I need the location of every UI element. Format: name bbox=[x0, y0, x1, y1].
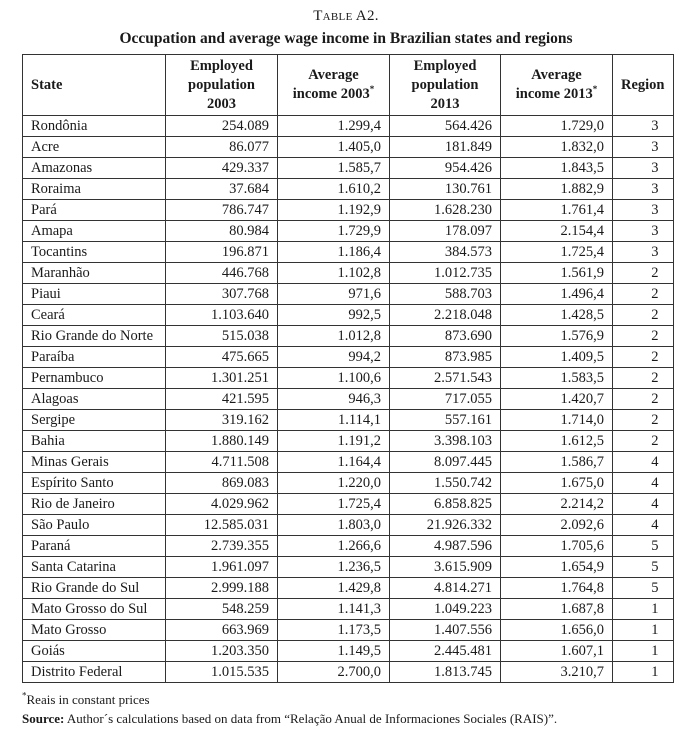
cell-state: Acre bbox=[23, 137, 166, 158]
cell-employed-2003: 1.880.149 bbox=[166, 431, 278, 452]
cell-state: Alagoas bbox=[23, 389, 166, 410]
cell-income-2013: 1.561,9 bbox=[501, 263, 613, 284]
cell-region: 4 bbox=[613, 494, 674, 515]
cell-region: 1 bbox=[613, 641, 674, 662]
source-text: Author´s calculations based on data from “Relação Anual de Informaciones Sociales (RAIS)”. bbox=[64, 711, 558, 726]
cell-employed-2013: 2.218.048 bbox=[390, 305, 501, 326]
cell-income-2003: 1.192,9 bbox=[278, 200, 390, 221]
cell-income-2013: 1.687,8 bbox=[501, 599, 613, 620]
cell-region: 3 bbox=[613, 137, 674, 158]
cell-income-2013: 1.725,4 bbox=[501, 242, 613, 263]
cell-region: 2 bbox=[613, 431, 674, 452]
cell-employed-2003: 548.259 bbox=[166, 599, 278, 620]
data-table bbox=[22, 54, 674, 683]
cell-employed-2003: 1.103.640 bbox=[166, 305, 278, 326]
cell-state: Rio Grande do Norte bbox=[23, 326, 166, 347]
cell-income-2013: 1.420,7 bbox=[501, 389, 613, 410]
cell-employed-2013: 2.445.481 bbox=[390, 641, 501, 662]
table-row bbox=[23, 347, 674, 368]
cell-income-2003: 1.173,5 bbox=[278, 620, 390, 641]
cell-employed-2013: 564.426 bbox=[390, 116, 501, 137]
table-row bbox=[23, 389, 674, 410]
cell-state: São Paulo bbox=[23, 515, 166, 536]
cell-region: 4 bbox=[613, 452, 674, 473]
cell-employed-2013: 130.761 bbox=[390, 179, 501, 200]
table-row bbox=[23, 557, 674, 578]
cell-income-2003: 994,2 bbox=[278, 347, 390, 368]
cell-region: 3 bbox=[613, 242, 674, 263]
cell-region: 2 bbox=[613, 305, 674, 326]
cell-employed-2003: 1.961.097 bbox=[166, 557, 278, 578]
cell-employed-2013: 873.690 bbox=[390, 326, 501, 347]
footnote-text: Reais in constant prices bbox=[26, 692, 150, 707]
table-body bbox=[23, 116, 674, 683]
table-row bbox=[23, 452, 674, 473]
cell-state: Paraná bbox=[23, 536, 166, 557]
footnote-marker: * bbox=[22, 690, 27, 701]
cell-employed-2013: 588.703 bbox=[390, 284, 501, 305]
table-row bbox=[23, 620, 674, 641]
source-note bbox=[22, 709, 557, 728]
cell-income-2013: 1.714,0 bbox=[501, 410, 613, 431]
table-row bbox=[23, 473, 674, 494]
cell-employed-2003: 869.083 bbox=[166, 473, 278, 494]
table-row bbox=[23, 578, 674, 599]
cell-region: 2 bbox=[613, 263, 674, 284]
cell-employed-2003: 319.162 bbox=[166, 410, 278, 431]
table-row bbox=[23, 410, 674, 431]
cell-employed-2003: 12.585.031 bbox=[166, 515, 278, 536]
cell-employed-2013: 2.571.543 bbox=[390, 368, 501, 389]
cell-employed-2003: 1.301.251 bbox=[166, 368, 278, 389]
footnote-marker: * bbox=[369, 84, 375, 95]
cell-income-2013: 1.607,1 bbox=[501, 641, 613, 662]
cell-income-2013: 1.428,5 bbox=[501, 305, 613, 326]
cell-income-2013: 1.576,9 bbox=[501, 326, 613, 347]
cell-employed-2003: 2.999.188 bbox=[166, 578, 278, 599]
cell-state: Piaui bbox=[23, 284, 166, 305]
cell-employed-2003: 80.984 bbox=[166, 221, 278, 242]
cell-income-2013: 1.675,0 bbox=[501, 473, 613, 494]
cell-region: 3 bbox=[613, 221, 674, 242]
cell-employed-2013: 717.055 bbox=[390, 389, 501, 410]
table-row bbox=[23, 158, 674, 179]
table-row bbox=[23, 641, 674, 662]
cell-employed-2003: 4.029.962 bbox=[166, 494, 278, 515]
cell-employed-2013: 384.573 bbox=[390, 242, 501, 263]
cell-income-2003: 1.405,0 bbox=[278, 137, 390, 158]
header-state: State bbox=[23, 55, 166, 116]
cell-income-2013: 1.654,9 bbox=[501, 557, 613, 578]
cell-employed-2013: 1.049.223 bbox=[390, 599, 501, 620]
cell-employed-2013: 6.858.825 bbox=[390, 494, 501, 515]
cell-income-2013: 1.496,4 bbox=[501, 284, 613, 305]
cell-income-2013: 1.705,6 bbox=[501, 536, 613, 557]
table-row bbox=[23, 515, 674, 536]
cell-employed-2003: 663.969 bbox=[166, 620, 278, 641]
table-row bbox=[23, 263, 674, 284]
cell-employed-2013: 873.985 bbox=[390, 347, 501, 368]
cell-income-2013: 1.882,9 bbox=[501, 179, 613, 200]
cell-employed-2013: 557.161 bbox=[390, 410, 501, 431]
cell-employed-2013: 21.926.332 bbox=[390, 515, 501, 536]
cell-region: 5 bbox=[613, 578, 674, 599]
cell-employed-2003: 515.038 bbox=[166, 326, 278, 347]
table-caption: Occupation and average wage income in Brazilian states and regions bbox=[119, 30, 573, 47]
cell-region: 2 bbox=[613, 326, 674, 347]
cell-income-2013: 1.832,0 bbox=[501, 137, 613, 158]
cell-income-2003: 1.164,4 bbox=[278, 452, 390, 473]
cell-income-2013: 3.210,7 bbox=[501, 662, 613, 683]
cell-region: 3 bbox=[613, 200, 674, 221]
table-row bbox=[23, 305, 674, 326]
cell-region: 2 bbox=[613, 284, 674, 305]
table-row bbox=[23, 431, 674, 452]
table-row bbox=[23, 242, 674, 263]
cell-income-2003: 1.236,5 bbox=[278, 557, 390, 578]
cell-employed-2003: 446.768 bbox=[166, 263, 278, 284]
cell-income-2013: 1.409,5 bbox=[501, 347, 613, 368]
cell-state: Amapa bbox=[23, 221, 166, 242]
cell-employed-2003: 1.203.350 bbox=[166, 641, 278, 662]
cell-employed-2003: 196.871 bbox=[166, 242, 278, 263]
cell-state: Distrito Federal bbox=[23, 662, 166, 683]
cell-income-2003: 1.725,4 bbox=[278, 494, 390, 515]
table-row bbox=[23, 116, 674, 137]
cell-income-2013: 2.092,6 bbox=[501, 515, 613, 536]
source-label: Source: bbox=[22, 711, 65, 726]
cell-state: Mato Grosso do Sul bbox=[23, 599, 166, 620]
table-row bbox=[23, 137, 674, 158]
table-row bbox=[23, 662, 674, 683]
cell-region: 2 bbox=[613, 368, 674, 389]
cell-region: 3 bbox=[613, 116, 674, 137]
cell-state: Roraima bbox=[23, 179, 166, 200]
cell-employed-2013: 1.550.742 bbox=[390, 473, 501, 494]
cell-region: 2 bbox=[613, 389, 674, 410]
cell-region: 4 bbox=[613, 515, 674, 536]
cell-employed-2013: 1.012.735 bbox=[390, 263, 501, 284]
cell-income-2003: 1.100,6 bbox=[278, 368, 390, 389]
cell-region: 4 bbox=[613, 473, 674, 494]
cell-employed-2003: 2.739.355 bbox=[166, 536, 278, 557]
cell-region: 2 bbox=[613, 347, 674, 368]
cell-state: Pernambuco bbox=[23, 368, 166, 389]
cell-employed-2003: 475.665 bbox=[166, 347, 278, 368]
cell-employed-2013: 181.849 bbox=[390, 137, 501, 158]
cell-state: Bahia bbox=[23, 431, 166, 452]
cell-income-2013: 1.729,0 bbox=[501, 116, 613, 137]
cell-state: Mato Grosso bbox=[23, 620, 166, 641]
cell-income-2003: 1.186,4 bbox=[278, 242, 390, 263]
cell-income-2003: 1.012,8 bbox=[278, 326, 390, 347]
header-employed-2013: Employed population 2013 bbox=[390, 55, 501, 116]
header-employed-2003: Employed population 2003 bbox=[166, 55, 278, 116]
cell-state: Sergipe bbox=[23, 410, 166, 431]
cell-region: 2 bbox=[613, 410, 674, 431]
table-row bbox=[23, 284, 674, 305]
cell-employed-2003: 86.077 bbox=[166, 137, 278, 158]
cell-region: 5 bbox=[613, 536, 674, 557]
cell-income-2003: 1.191,2 bbox=[278, 431, 390, 452]
cell-region: 3 bbox=[613, 179, 674, 200]
cell-state: Espírito Santo bbox=[23, 473, 166, 494]
cell-employed-2003: 4.711.508 bbox=[166, 452, 278, 473]
cell-region: 5 bbox=[613, 557, 674, 578]
cell-employed-2003: 254.089 bbox=[166, 116, 278, 137]
cell-employed-2003: 37.684 bbox=[166, 179, 278, 200]
cell-state: Minas Gerais bbox=[23, 452, 166, 473]
table-row bbox=[23, 536, 674, 557]
cell-region: 1 bbox=[613, 662, 674, 683]
cell-income-2003: 1.299,4 bbox=[278, 116, 390, 137]
cell-state: Tocantins bbox=[23, 242, 166, 263]
footnote-marker: * bbox=[592, 84, 598, 95]
table-row bbox=[23, 326, 674, 347]
cell-income-2003: 1.102,8 bbox=[278, 263, 390, 284]
cell-employed-2003: 1.015.535 bbox=[166, 662, 278, 683]
cell-income-2003: 946,3 bbox=[278, 389, 390, 410]
cell-state: Rio de Janeiro bbox=[23, 494, 166, 515]
cell-income-2003: 2.700,0 bbox=[278, 662, 390, 683]
cell-income-2003: 1.729,9 bbox=[278, 221, 390, 242]
cell-state: Santa Catarina bbox=[23, 557, 166, 578]
table-row bbox=[23, 599, 674, 620]
cell-income-2013: 2.214,2 bbox=[501, 494, 613, 515]
cell-income-2013: 1.656,0 bbox=[501, 620, 613, 641]
cell-income-2003: 1.585,7 bbox=[278, 158, 390, 179]
cell-income-2003: 1.803,0 bbox=[278, 515, 390, 536]
table-label bbox=[0, 8, 692, 25]
cell-region: 1 bbox=[613, 620, 674, 641]
footnote bbox=[22, 690, 557, 709]
cell-employed-2013: 4.987.596 bbox=[390, 536, 501, 557]
cell-state: Maranhão bbox=[23, 263, 166, 284]
table-row bbox=[23, 179, 674, 200]
cell-state: Rio Grande do Sul bbox=[23, 578, 166, 599]
cell-employed-2013: 178.097 bbox=[390, 221, 501, 242]
cell-state: Goiás bbox=[23, 641, 166, 662]
cell-state: Rondônia bbox=[23, 116, 166, 137]
header-income-2003-label: Average income 2003 bbox=[292, 67, 370, 102]
cell-income-2013: 1.586,7 bbox=[501, 452, 613, 473]
table-row bbox=[23, 494, 674, 515]
cell-income-2013: 1.764,8 bbox=[501, 578, 613, 599]
cell-income-2013: 1.761,4 bbox=[501, 200, 613, 221]
cell-employed-2003: 429.337 bbox=[166, 158, 278, 179]
cell-employed-2013: 3.398.103 bbox=[390, 431, 501, 452]
table-row bbox=[23, 200, 674, 221]
cell-employed-2013: 1.628.230 bbox=[390, 200, 501, 221]
cell-employed-2003: 786.747 bbox=[166, 200, 278, 221]
header-income-2013 bbox=[501, 55, 613, 116]
cell-employed-2013: 3.615.909 bbox=[390, 557, 501, 578]
cell-income-2003: 1.141,3 bbox=[278, 599, 390, 620]
cell-employed-2013: 1.813.745 bbox=[390, 662, 501, 683]
header-region: Region bbox=[613, 55, 674, 116]
table-notes bbox=[22, 690, 557, 728]
cell-region: 1 bbox=[613, 599, 674, 620]
cell-employed-2013: 1.407.556 bbox=[390, 620, 501, 641]
cell-income-2003: 1.610,2 bbox=[278, 179, 390, 200]
cell-state: Amazonas bbox=[23, 158, 166, 179]
cell-region: 3 bbox=[613, 158, 674, 179]
cell-income-2003: 1.266,6 bbox=[278, 536, 390, 557]
table-row bbox=[23, 221, 674, 242]
table-label-text: Table A2. bbox=[313, 8, 379, 24]
cell-state: Pará bbox=[23, 200, 166, 221]
cell-employed-2003: 307.768 bbox=[166, 284, 278, 305]
cell-income-2013: 1.612,5 bbox=[501, 431, 613, 452]
cell-income-2013: 2.154,4 bbox=[501, 221, 613, 242]
cell-income-2003: 1.149,5 bbox=[278, 641, 390, 662]
table-row bbox=[23, 368, 674, 389]
cell-income-2003: 1.429,8 bbox=[278, 578, 390, 599]
cell-state: Ceará bbox=[23, 305, 166, 326]
cell-employed-2013: 954.426 bbox=[390, 158, 501, 179]
cell-income-2003: 1.114,1 bbox=[278, 410, 390, 431]
cell-income-2003: 992,5 bbox=[278, 305, 390, 326]
header-income-2003 bbox=[278, 55, 390, 116]
header-row bbox=[23, 55, 674, 116]
cell-employed-2013: 4.814.271 bbox=[390, 578, 501, 599]
cell-income-2003: 1.220,0 bbox=[278, 473, 390, 494]
cell-employed-2003: 421.595 bbox=[166, 389, 278, 410]
cell-income-2013: 1.583,5 bbox=[501, 368, 613, 389]
header-income-2013-label: Average income 2013 bbox=[515, 67, 593, 102]
cell-income-2013: 1.843,5 bbox=[501, 158, 613, 179]
cell-income-2003: 971,6 bbox=[278, 284, 390, 305]
cell-employed-2013: 8.097.445 bbox=[390, 452, 501, 473]
cell-state: Paraíba bbox=[23, 347, 166, 368]
